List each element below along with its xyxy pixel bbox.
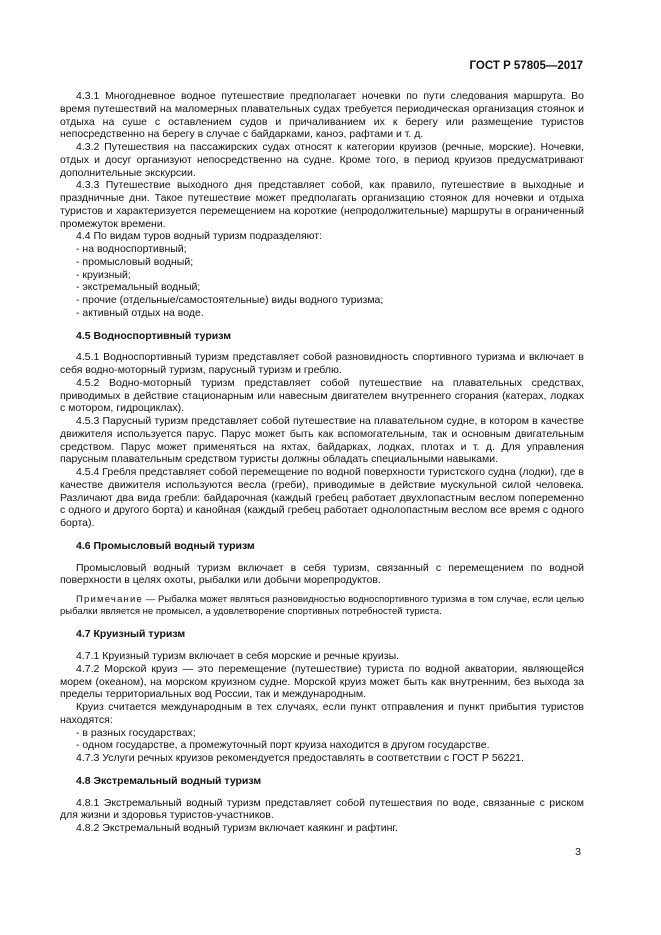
paragraph-4-8-1: 4.8.1 Экстремальный водный туризм представляет собой путешествия по воде, связанные с риском для жизни и здоровья туристов-участников.: [60, 796, 584, 822]
paragraph-4-3-3: 4.3.3 Путешествие выходного дня представляет собой, как правило, путешествие в выходные и праздничные дни. Такое путешествие может предполагать организацию стоянок для ночевки и отдыха туристов и характеризуется перемещением на короткие (непродолжительные) маршруты в ограниченный промежуток времени.: [60, 179, 584, 230]
paragraph-4-6: Промысловый водный туризм включает в себя туризм, связанный с перемещением по водной поверхности в целях охоты, рыбалки или добычи морепродуктов.: [60, 561, 584, 587]
paragraph-4-5-3: 4.5.3 Парусный туризм представляет собой путешествие на плавательном судне, в котором в качестве движителя используется парус. Парус может быть как вспомогательным, так и основным двигательным средством. Парус может применяться на яхтах, байдарках, лодках, плотах и т. д. Для управления парусным плавательным средством туристы должны обладать специальными навыками.: [60, 415, 584, 466]
paragraph-4-7-2-cont: Круиз считается международным в тех случаях, если пункт отправления и пункт прибытия туристов находятся:: [60, 701, 584, 726]
document-header: ГОСТ Р 57805—2017: [469, 60, 583, 72]
paragraph-4-7-1: 4.7.1 Круизный туризм включает в себя морские и речные круизы.: [76, 650, 400, 663]
document-body: [60, 90, 584, 835]
section-heading-4-6: 4.6 Промысловый водный туризм: [76, 539, 255, 552]
list-item: - в разных государствах;: [76, 726, 196, 739]
note-label: Примечание: [76, 594, 143, 605]
list-item: - прочие (отдельные/самостоятельные) виды водного туризма;: [76, 294, 384, 306]
list-item: - одном государстве, а промежуточный порт круиза находится в другом государстве.: [76, 739, 490, 752]
section-heading-4-7: 4.7 Круизный туризм: [76, 628, 186, 641]
paragraph-4-8-2: 4.8.2 Экстремальный водный туризм включает каякинг и рафтинг.: [76, 822, 398, 835]
paragraph-4-5-2: 4.5.2 Водно-моторный туризм представляет собой путешествие на плавательных средствах, приводимых в действие стационарным или навесным двигателем внутреннего сгорания (катерах, лодках с мотором, гидроциклах).: [60, 376, 584, 415]
paragraph-4-4: 4.4 По видам туров водный туризм подразделяют:: [76, 230, 323, 243]
list-item: - на водноспортивный;: [76, 243, 187, 255]
paragraph-4-3-2: 4.3.2 Путешествия на пассажирских судах относят к категории круизов (речные, морские). Ночевки, отдых и досуг организуют непосредственно на судне. Кроме того, в период круизов предусматривают дополнительные экскурсии.: [60, 141, 584, 179]
paragraph-4-5-4: 4.5.4 Гребля представляет собой перемещение по водной поверхности туристского судна (лодки), где в качестве движителя используются весла (греби), приводимые в действие мускульной силой человека. Различают два вида гребли: байдарочная (каждый гребец работает двухлопастным веслом попеременно с одного и другого борта) и канойная (каждый гребец работает однолопастным веслом все время с одного борта).: [60, 466, 584, 529]
list-item: - круизный;: [76, 268, 131, 281]
page-number: 3: [575, 846, 581, 858]
list-item: - экстремальный водный;: [76, 281, 201, 294]
note-text: — Рыбалка может являться разновидностью водноспортивного туризма в том случае, если целью рыбалки является не промысел, а удовлетворение спортивных потребностей туриста.: [60, 594, 584, 618]
list-item: - промысловый водный;: [76, 255, 194, 268]
section-heading-4-5: 4.5 Водноспортивный туризм: [76, 329, 231, 342]
paragraph-4-7-2: 4.7.2 Морской круиз — это перемещение (путешествие) туриста по водной акватории, являющейся морем (океаном), на морском круизном судне. Морской круиз может быть как внутренним, без выхода за пределы территориальных вод России, так и международным.: [60, 662, 584, 701]
note: [60, 594, 584, 618]
section-heading-4-8: 4.8 Экстремальный водный туризм: [76, 774, 262, 787]
list-item: - активный отдых на воде.: [76, 306, 204, 319]
paragraph-4-3-1: 4.3.1 Многодневное водное путешествие предполагает ночевки по пути следования маршрута. Во время путешествий на маломерных плавательных судах требуется периодическая организация стоянок и отдыха на суше с оставлением судов и причаливанием их к берегу или размещение туристов непосредственно на берегу в случае с байдарками, каноэ, рафтами и т. д.: [60, 90, 584, 141]
paragraph-4-7-3: 4.7.3 Услуги речных круизов рекомендуется предоставлять в соответствии с ГОСТ Р 56221.: [76, 752, 524, 765]
paragraph-4-5-1: 4.5.1 Водноспортивный туризм представляет собой разновидность спортивного туризма и включает в себя водно-моторный туризм, парусный туризм и греблю.: [60, 351, 584, 376]
